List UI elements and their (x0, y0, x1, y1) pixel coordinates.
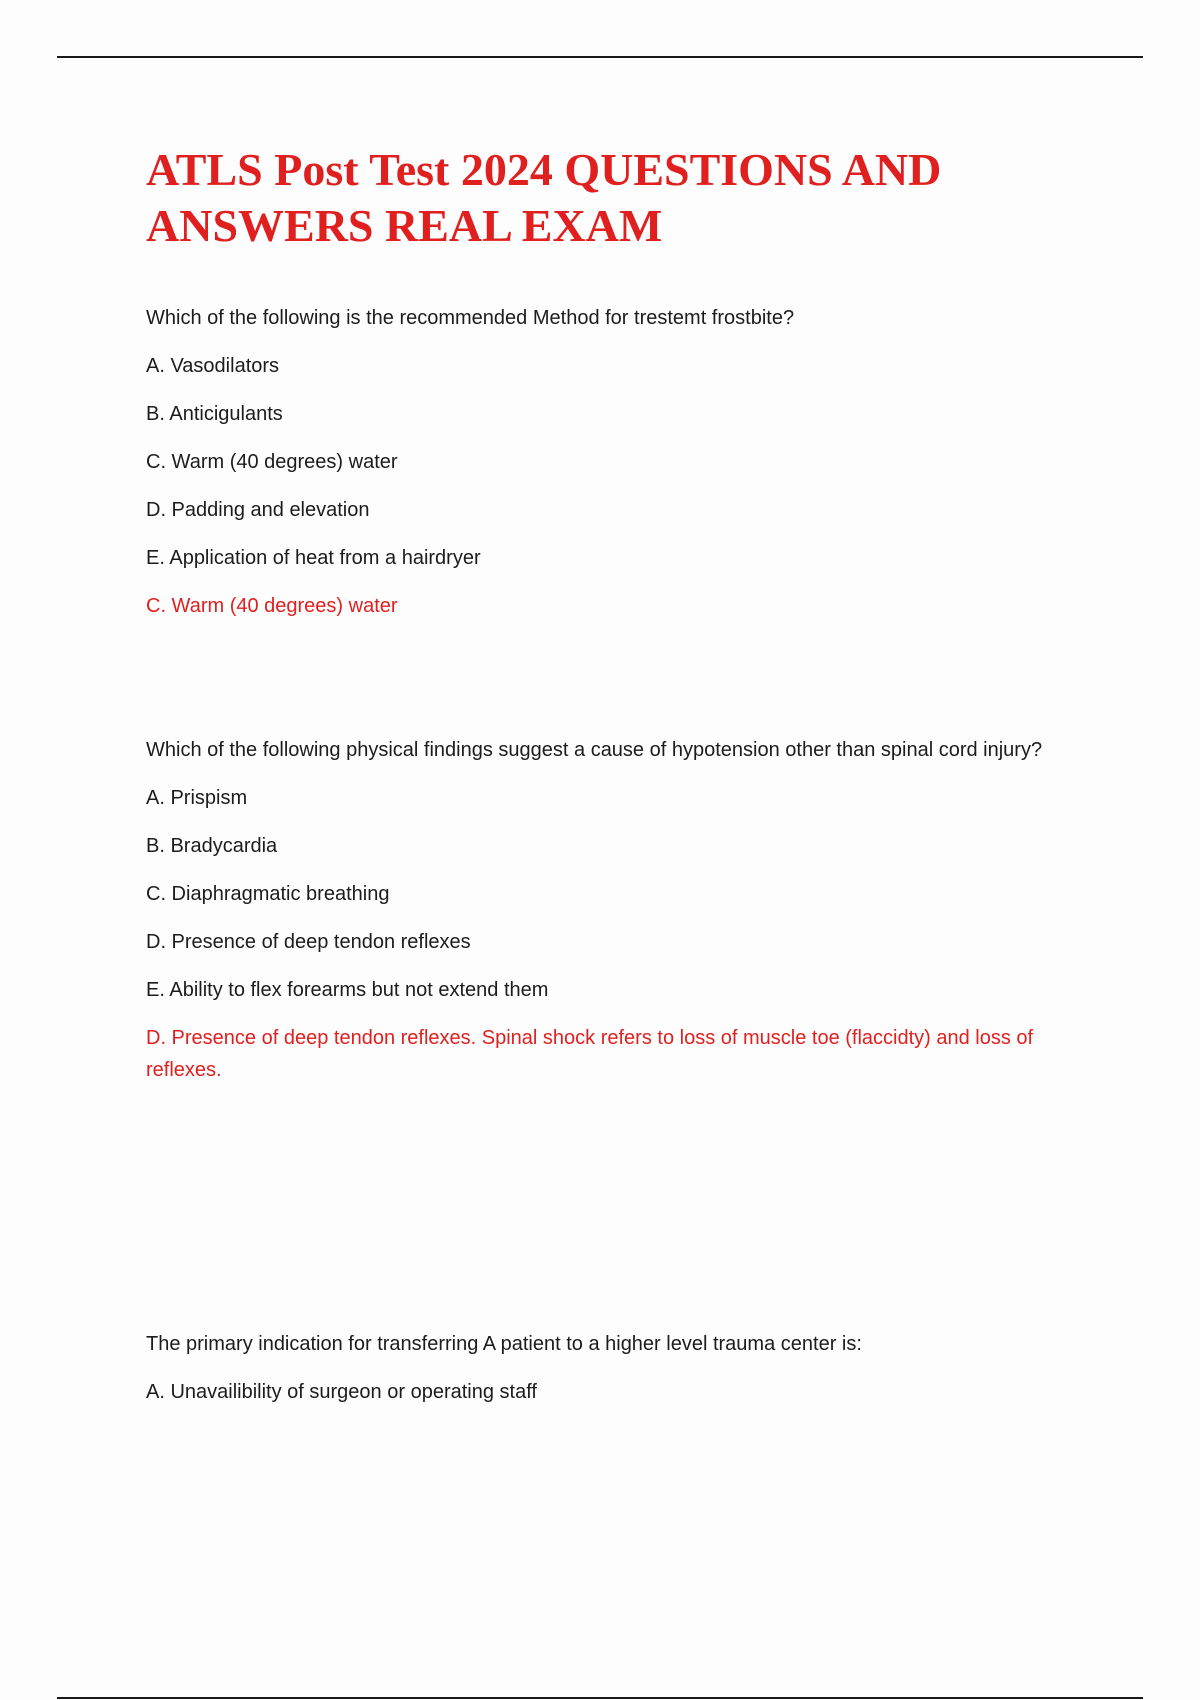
answer-text: D. Presence of deep tendon reflexes. Spinal shock refers to loss of muscle toe (flaccidty) and loss of reflexes. (146, 1027, 1034, 1081)
footer-rule (57, 1697, 1143, 1699)
document-page (146, 142, 1086, 1403)
option-c: C. Warm (40 degrees) water (146, 451, 398, 473)
option-e: E. Application of heat from a hairdryer (146, 547, 481, 569)
question-block-1 (146, 302, 1086, 622)
document-title: ATLS Post Test 2024 QUESTIONS AND ANSWERS REAL EXAM (146, 144, 942, 251)
option-d: D. Presence of deep tendon reflexes (146, 931, 471, 953)
header-rule (57, 56, 1143, 58)
question-text: Which of the following is the recommended Method for trestemt frostbite? (146, 307, 795, 329)
option-b: B. Bradycardia (146, 835, 278, 857)
option-a: A. Vasodilators (146, 355, 280, 377)
option-d: D. Padding and elevation (146, 499, 370, 521)
option-c: C. Diaphragmatic breathing (146, 883, 390, 905)
question-block-2 (146, 734, 1086, 1086)
question-text: Which of the following physical findings suggest a cause of hypotension other than spinal cord injury? (146, 739, 1043, 761)
question-block-3 (146, 1328, 1086, 1408)
answer-text: C. Warm (40 degrees) water (146, 595, 398, 617)
option-a: A. Prispism (146, 787, 248, 809)
option-e: E. Ability to flex forearms but not extend them (146, 979, 549, 1001)
option-b: B. Anticigulants (146, 403, 283, 425)
option-a: A. Unavailibility of surgeon or operating staff (146, 1381, 537, 1403)
question-text: The primary indication for transferring A patient to a higher level trauma center is: (146, 1333, 862, 1355)
